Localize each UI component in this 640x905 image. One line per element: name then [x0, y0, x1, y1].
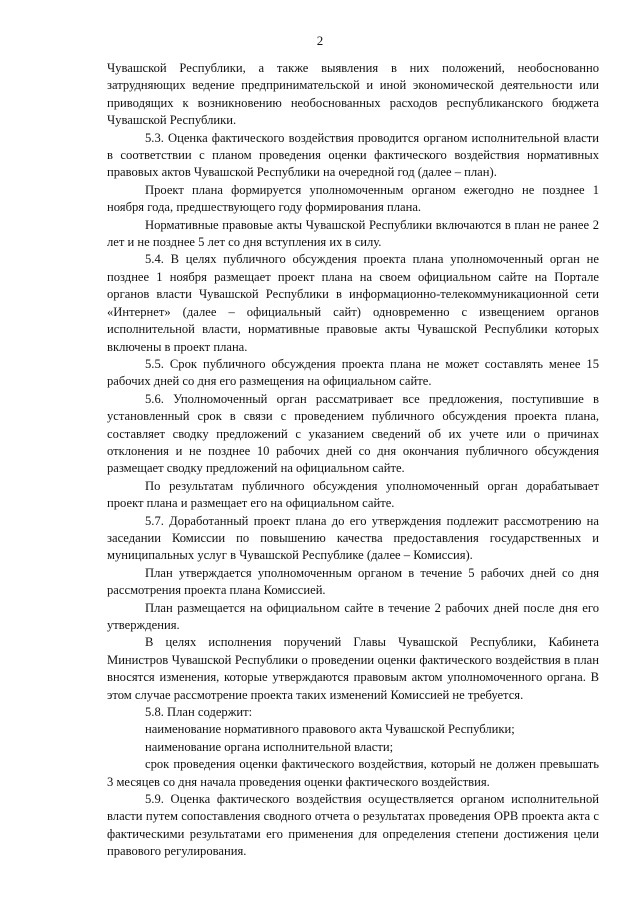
paragraph-plan-draft: Проект плана формируется уполномоченным органом ежегодно не позднее 1 ноября года, предшествующего году формирования плана.	[107, 182, 599, 215]
paragraph-plan-publication: План размещается на официальном сайте в течение 2 рабочих дней после дня его утверждения.	[107, 600, 599, 632]
paragraph-plan-approval: План утверждается уполномоченным органом в течение 5 рабочих дней со дня рассмотрения проекта плана Комиссией.	[107, 565, 599, 598]
paragraph-5-9: 5.9. Оценка фактического воздействия осуществляется органом исполнительной власти путем сопоставления сводного отчета о результатах проведения ОРВ проекта акта с фактическими результатами его применения для определения степени достижения цели правового регулирования.	[107, 792, 599, 859]
paragraph-5-4: 5.4. В целях публичного обсуждения проекта плана уполномоченный орган не позднее 1 ноября размещает проект плана на своем официальном сайте на Портале органов власти Чувашской Республики в информационно-телекоммуникационной сети «Интернет» (далее – официальный сайт) одновременно с извещением органов исполнительной власти, нормативные правовые акты Чувашской Республики которых включены в проект плана.	[107, 252, 599, 354]
paragraph-5-8: 5.8. План содержит:	[145, 705, 253, 720]
list-item-act-name: наименование нормативного правового акта Чувашской Республики;	[145, 722, 515, 737]
paragraph-revision: По результатам публичного обсуждения уполномоченный орган дорабатывает проект плана и размещает его на официальном сайте.	[107, 478, 599, 511]
document-body	[107, 60, 599, 861]
paragraph-plan-inclusion: Нормативные правовые акты Чувашской Республики включаются в план не ранее 2 лет и не позднее 5 лет со дня вступления их в силу.	[107, 217, 599, 250]
paragraph-continuation: Чувашской Республики, а также выявления в них положений, необоснованно затрудняющих ведение предпринимательской и иной экономической деятельности или приводящих к возникновению необоснованных расходов республиканского бюджета Чувашской Республики.	[107, 61, 599, 128]
list-item-assessment-term: срок проведения оценки фактического воздействия, который не должен превышать 3 месяцев со дня начала проведения оценки фактического воздействия.	[107, 757, 599, 789]
paragraph-5-3: 5.3. Оценка фактического воздействия проводится органом исполнительной власти в соответствии с планом проведения оценки фактического воздействия нормативных правовых актов Чувашской Республики на очередной год (далее – план).	[107, 130, 599, 180]
paragraph-5-7: 5.7. Доработанный проект плана до его утверждения подлежит рассмотрению на заседании Комиссии по повышению качества предоставления государственных и муниципальных услуг в Чувашской Республике (далее – Комиссия).	[107, 513, 599, 563]
page-number: 2	[316, 33, 324, 48]
paragraph-5-6: 5.6. Уполномоченный орган рассматривает все предложения, поступившие в установленный срок в связи с проведением публичного обсуждения проекта плана, составляет сводку предложений с указанием сведений об их учете или о причинах отклонения и не позднее 10 рабочих дней со дня окончания публичного обсуждения размещает сводку предложений на официальном сайте.	[107, 391, 599, 476]
list-item-authority-name: наименование органа исполнительной власти;	[145, 739, 394, 754]
paragraph-5-5: 5.5. Срок публичного обсуждения проекта плана не может составлять менее 15 рабочих дней со дня его размещения на официальном сайте.	[107, 356, 599, 389]
paragraph-plan-amendments: В целях исполнения поручений Главы Чувашской Республики, Кабинета Министров Чувашской Республики о проведении оценки фактического воздействия в план вносятся изменения, которые утверждаются правовым актом уполномоченного органа. В этом случае рассмотрение проекта таких изменений Комиссией не требуется.	[107, 635, 599, 702]
